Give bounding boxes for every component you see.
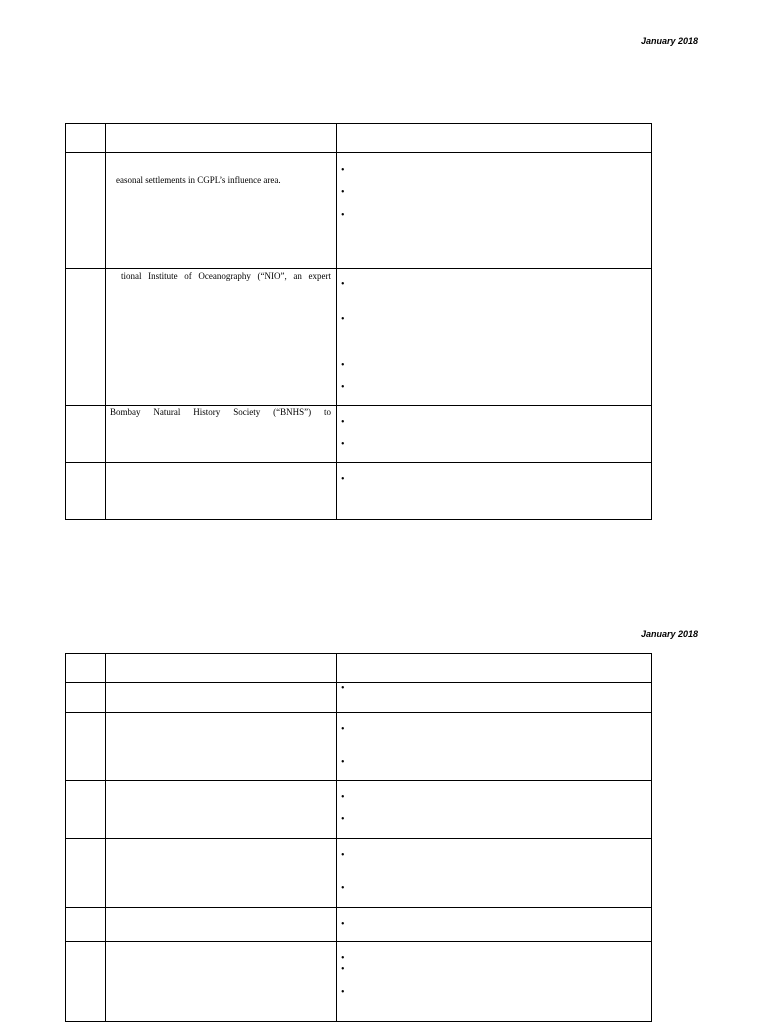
bullet: • [341,724,345,735]
row-description-text: easonal settlements in CGPL’s influence area. [116,175,281,185]
bullet: • [341,953,345,964]
row-actions-cell [337,713,652,781]
bullet: • [341,165,345,176]
row-actions-cell [337,406,652,463]
bullet: • [341,683,345,694]
row-description-cell [106,781,337,839]
row-number-cell [66,683,106,713]
row-number-cell [66,942,106,1022]
row-number-cell [66,269,106,406]
header-cell-actions [337,124,652,153]
row-description-cell [106,908,337,942]
row-actions-cell [337,942,652,1022]
table-header-row [66,654,652,683]
bullet: • [341,814,345,825]
row-description-cell [106,153,337,269]
header-cell-issue [106,654,337,683]
table-row [66,153,652,269]
bullet: • [341,314,345,325]
row-actions-cell [337,781,652,839]
bullet: • [341,474,345,485]
row-number-cell [66,713,106,781]
row-actions-cell [337,463,652,520]
row-actions-cell [337,683,652,713]
bullet: • [341,439,345,450]
bullet: • [341,417,345,428]
bullet: • [341,792,345,803]
bullet: • [341,987,345,998]
row-description-cell [106,269,337,406]
row-description-cell [106,463,337,520]
table-1 [65,123,652,520]
row-actions-cell [337,269,652,406]
bullet: • [341,210,345,221]
row-number-cell [66,839,106,908]
bullet: • [341,919,345,930]
table-row [66,839,652,908]
bullet: • [341,360,345,371]
table-row [66,713,652,781]
row-description-cell [106,942,337,1022]
table-row [66,406,652,463]
table-2 [65,653,652,1022]
header-cell-issue [106,124,337,153]
row-number-cell [66,908,106,942]
row-number-cell [66,781,106,839]
row-description-cell [106,406,337,463]
header-cell-number [66,654,106,683]
row-description-cell [106,713,337,781]
row-description-cell [106,839,337,908]
header-cell-actions [337,654,652,683]
bullet: • [341,279,345,290]
row-description-text: Bombay Natural History Society (“BNHS”) to [110,407,331,417]
page-date-1: January 2018 [640,36,698,46]
bullet: • [341,757,345,768]
table-row [66,463,652,520]
row-actions-cell [337,908,652,942]
table-row [66,269,652,406]
row-number-cell [66,406,106,463]
bullet: • [341,964,345,975]
row-number-cell [66,153,106,269]
table-row [66,683,652,713]
bullet: • [341,850,345,861]
bullet: • [341,883,345,894]
row-description-cell [106,683,337,713]
row-actions-cell [337,153,652,269]
page-date-2: January 2018 [640,629,698,639]
row-actions-cell [337,839,652,908]
row-number-cell [66,463,106,520]
row-description-text: tional Institute of Oceanography (“NIO”, an expert [121,271,331,281]
header-cell-number [66,124,106,153]
bullet: • [341,187,345,198]
bullet: • [341,382,345,393]
table-row [66,942,652,1022]
table-row [66,781,652,839]
table-header-row [66,124,652,153]
table-row [66,908,652,942]
